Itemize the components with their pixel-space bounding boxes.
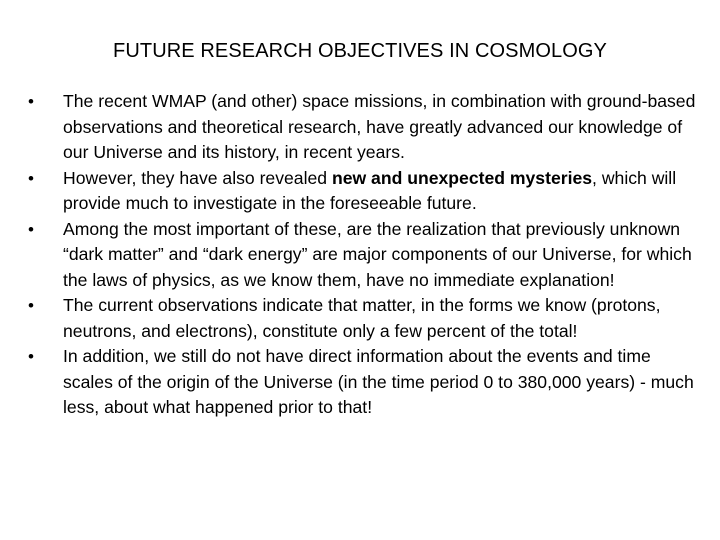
bullet-text-intro: However, they have also revealed	[63, 167, 332, 188]
bullet-item-mysteries	[26, 166, 696, 217]
bullet-text: The recent WMAP (and other) space missions, in combination with ground-based observations and theoretical research, have greatly advanced our knowledge of our Universe and its history, in recent years.	[63, 91, 696, 162]
bullet-icon: •	[28, 347, 34, 366]
bullet-item-origin	[26, 344, 696, 421]
bullet-item-dark-matter	[26, 217, 696, 294]
bullet-text: In addition, we still do not have direct information about the events and time scales of the origin of the Universe (in the time period 0 to 380,000 years) - much less, about what happened prior to that!	[63, 346, 694, 417]
bullet-text-outro: , which will provide much to investigate in the foreseeable future.	[63, 167, 677, 213]
slide-title: FUTURE RESEARCH OBJECTIVES IN COSMOLOGY	[113, 40, 607, 62]
bullet-icon: •	[28, 168, 34, 188]
bullet-icon: •	[28, 296, 34, 315]
bullet-list	[26, 89, 696, 421]
bullet-item-wmap	[26, 89, 696, 166]
bullet-text: Among the most important of these, are the realization that previously unknown “dark matter” and “dark energy” are major components of our Universe, for which the laws of physics, as we know them, have no immediate explanation!	[63, 218, 692, 290]
bullet-item-observations	[26, 293, 696, 344]
bullet-emphasis: new and unexpected mysteries	[331, 167, 593, 188]
bullet-text: The current observations indicate that matter, in the forms we know (protons, neutrons, and electrons), constitute only a few percent of the total!	[63, 295, 661, 341]
bullet-icon: •	[28, 219, 34, 239]
bullet-icon: •	[28, 92, 34, 111]
